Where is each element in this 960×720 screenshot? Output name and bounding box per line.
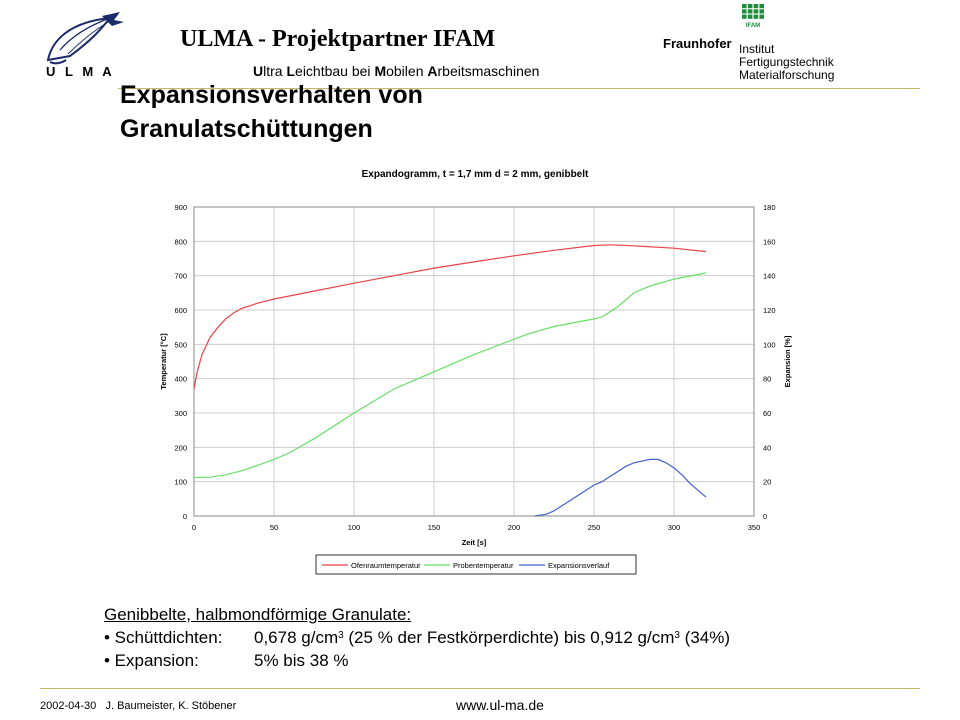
header-subtitle	[253, 63, 539, 79]
footer-url-link[interactable]: www.ul-ma.de	[456, 697, 544, 713]
y-tick-label: 400	[174, 374, 187, 384]
y-tick-label: 700	[174, 271, 187, 281]
fraunhofer-name: Fraunhofer	[663, 36, 732, 51]
fraunhofer-logo-icon	[740, 3, 766, 29]
series-line-2	[194, 273, 706, 478]
bullet-density	[104, 626, 730, 649]
y-tick-label: 900	[174, 203, 187, 212]
ulma-bird-logo-icon	[40, 10, 126, 70]
expansion-value: 5% bis 38 %	[254, 651, 349, 670]
density-value-3: (34%)	[679, 628, 731, 647]
x-tick-label: 50	[269, 523, 279, 532]
y-tick-label: 800	[174, 237, 187, 247]
y-tick-label: 600	[174, 306, 187, 315]
slide-title-line: Expansionsverhalten von	[120, 81, 423, 109]
x-tick-label: 100	[347, 523, 361, 532]
density-value-2: (25 % der Festkörperdichte) bis 0,912 g/cm	[343, 628, 675, 647]
y-tick-label: 200	[174, 443, 187, 453]
bullet-density-label: • Schüttdichten:	[104, 628, 223, 647]
y2-tick-label: 40	[763, 443, 772, 453]
expandogram-chart	[150, 160, 800, 590]
institute-line: Institut	[739, 42, 775, 56]
footer-date: 2002-04-30	[40, 700, 97, 712]
y2-tick-label: 20	[763, 477, 772, 487]
body-heading: Genibbelte, halbmondförmige Granulate:	[104, 605, 412, 624]
institute-line: Fertigungstechnik	[739, 55, 834, 69]
y2-tick-label: 60	[763, 409, 772, 418]
subtitle-part: obilen	[386, 63, 428, 79]
y2-tick-label: 160	[763, 237, 776, 247]
footer-authors: J. Baumeister, K. Stöbener	[105, 700, 237, 712]
subtitle-initial: A	[427, 63, 438, 79]
y2-tick-label: 100	[763, 340, 776, 350]
y-tick-label: 300	[174, 409, 187, 418]
bullet-expansion-label: • Expansion:	[104, 651, 199, 670]
legend-label: Expansionsverlauf	[548, 561, 610, 570]
institute-line: Materialforschung	[739, 68, 835, 82]
subtitle-part: ltra	[263, 63, 287, 79]
subtitle-part: eichtbau bei	[295, 63, 375, 79]
ulma-logo-text: U L M A	[46, 64, 115, 79]
x-tick-label: 0	[191, 523, 197, 532]
fraunhofer-badge-text: IFAM	[745, 23, 761, 29]
series-line-3	[535, 459, 706, 516]
subtitle-initial: M	[374, 63, 387, 79]
density-unit-exponent: 3	[674, 630, 680, 641]
y2-tick-label: 180	[763, 203, 776, 212]
slide-title	[120, 78, 423, 146]
y2-tick-label: 140	[763, 271, 776, 281]
plot-area-frame	[194, 207, 754, 516]
y2-tick-label: 80	[763, 374, 772, 384]
y-tick-label: 500	[174, 340, 187, 350]
institute-name	[739, 43, 834, 82]
x-axis-label: Zeit [s]	[461, 538, 487, 547]
subtitle-initial: U	[253, 63, 264, 79]
y-tick-label: 0	[182, 512, 187, 521]
density-value-1: 0,678 g/cm	[254, 628, 339, 647]
slide-title-line: Granulatschüttungen	[120, 115, 373, 143]
y2-tick-label: 0	[763, 512, 768, 521]
x-tick-label: 150	[427, 523, 441, 532]
x-tick-label: 300	[667, 523, 681, 532]
x-tick-label: 200	[507, 523, 521, 532]
chart-title: Expandogramm, t = 1,7 mm d = 2 mm, genibbelt	[361, 169, 589, 180]
header-title: ULMA - Projektpartner IFAM	[180, 26, 496, 52]
bullet-expansion	[104, 649, 730, 672]
legend-label: Probentemperatur	[453, 561, 514, 570]
y2-axis-label: Expansion [%]	[783, 335, 792, 388]
density-unit-exponent: 3	[338, 630, 344, 641]
y2-tick-label: 120	[763, 306, 776, 315]
y-axis-label: Temperatur [°C]	[159, 333, 168, 390]
x-tick-label: 350	[747, 523, 761, 532]
x-tick-label: 250	[587, 523, 601, 532]
series-line-1	[194, 245, 706, 389]
subtitle-initial: L	[286, 63, 296, 79]
body-text	[104, 603, 730, 672]
y-tick-label: 100	[174, 477, 187, 487]
legend-label: Ofenraumtemperatur	[351, 561, 421, 570]
footer-divider	[40, 688, 920, 689]
footer-info	[40, 700, 236, 712]
subtitle-part: rbeitsmaschinen	[437, 63, 540, 79]
